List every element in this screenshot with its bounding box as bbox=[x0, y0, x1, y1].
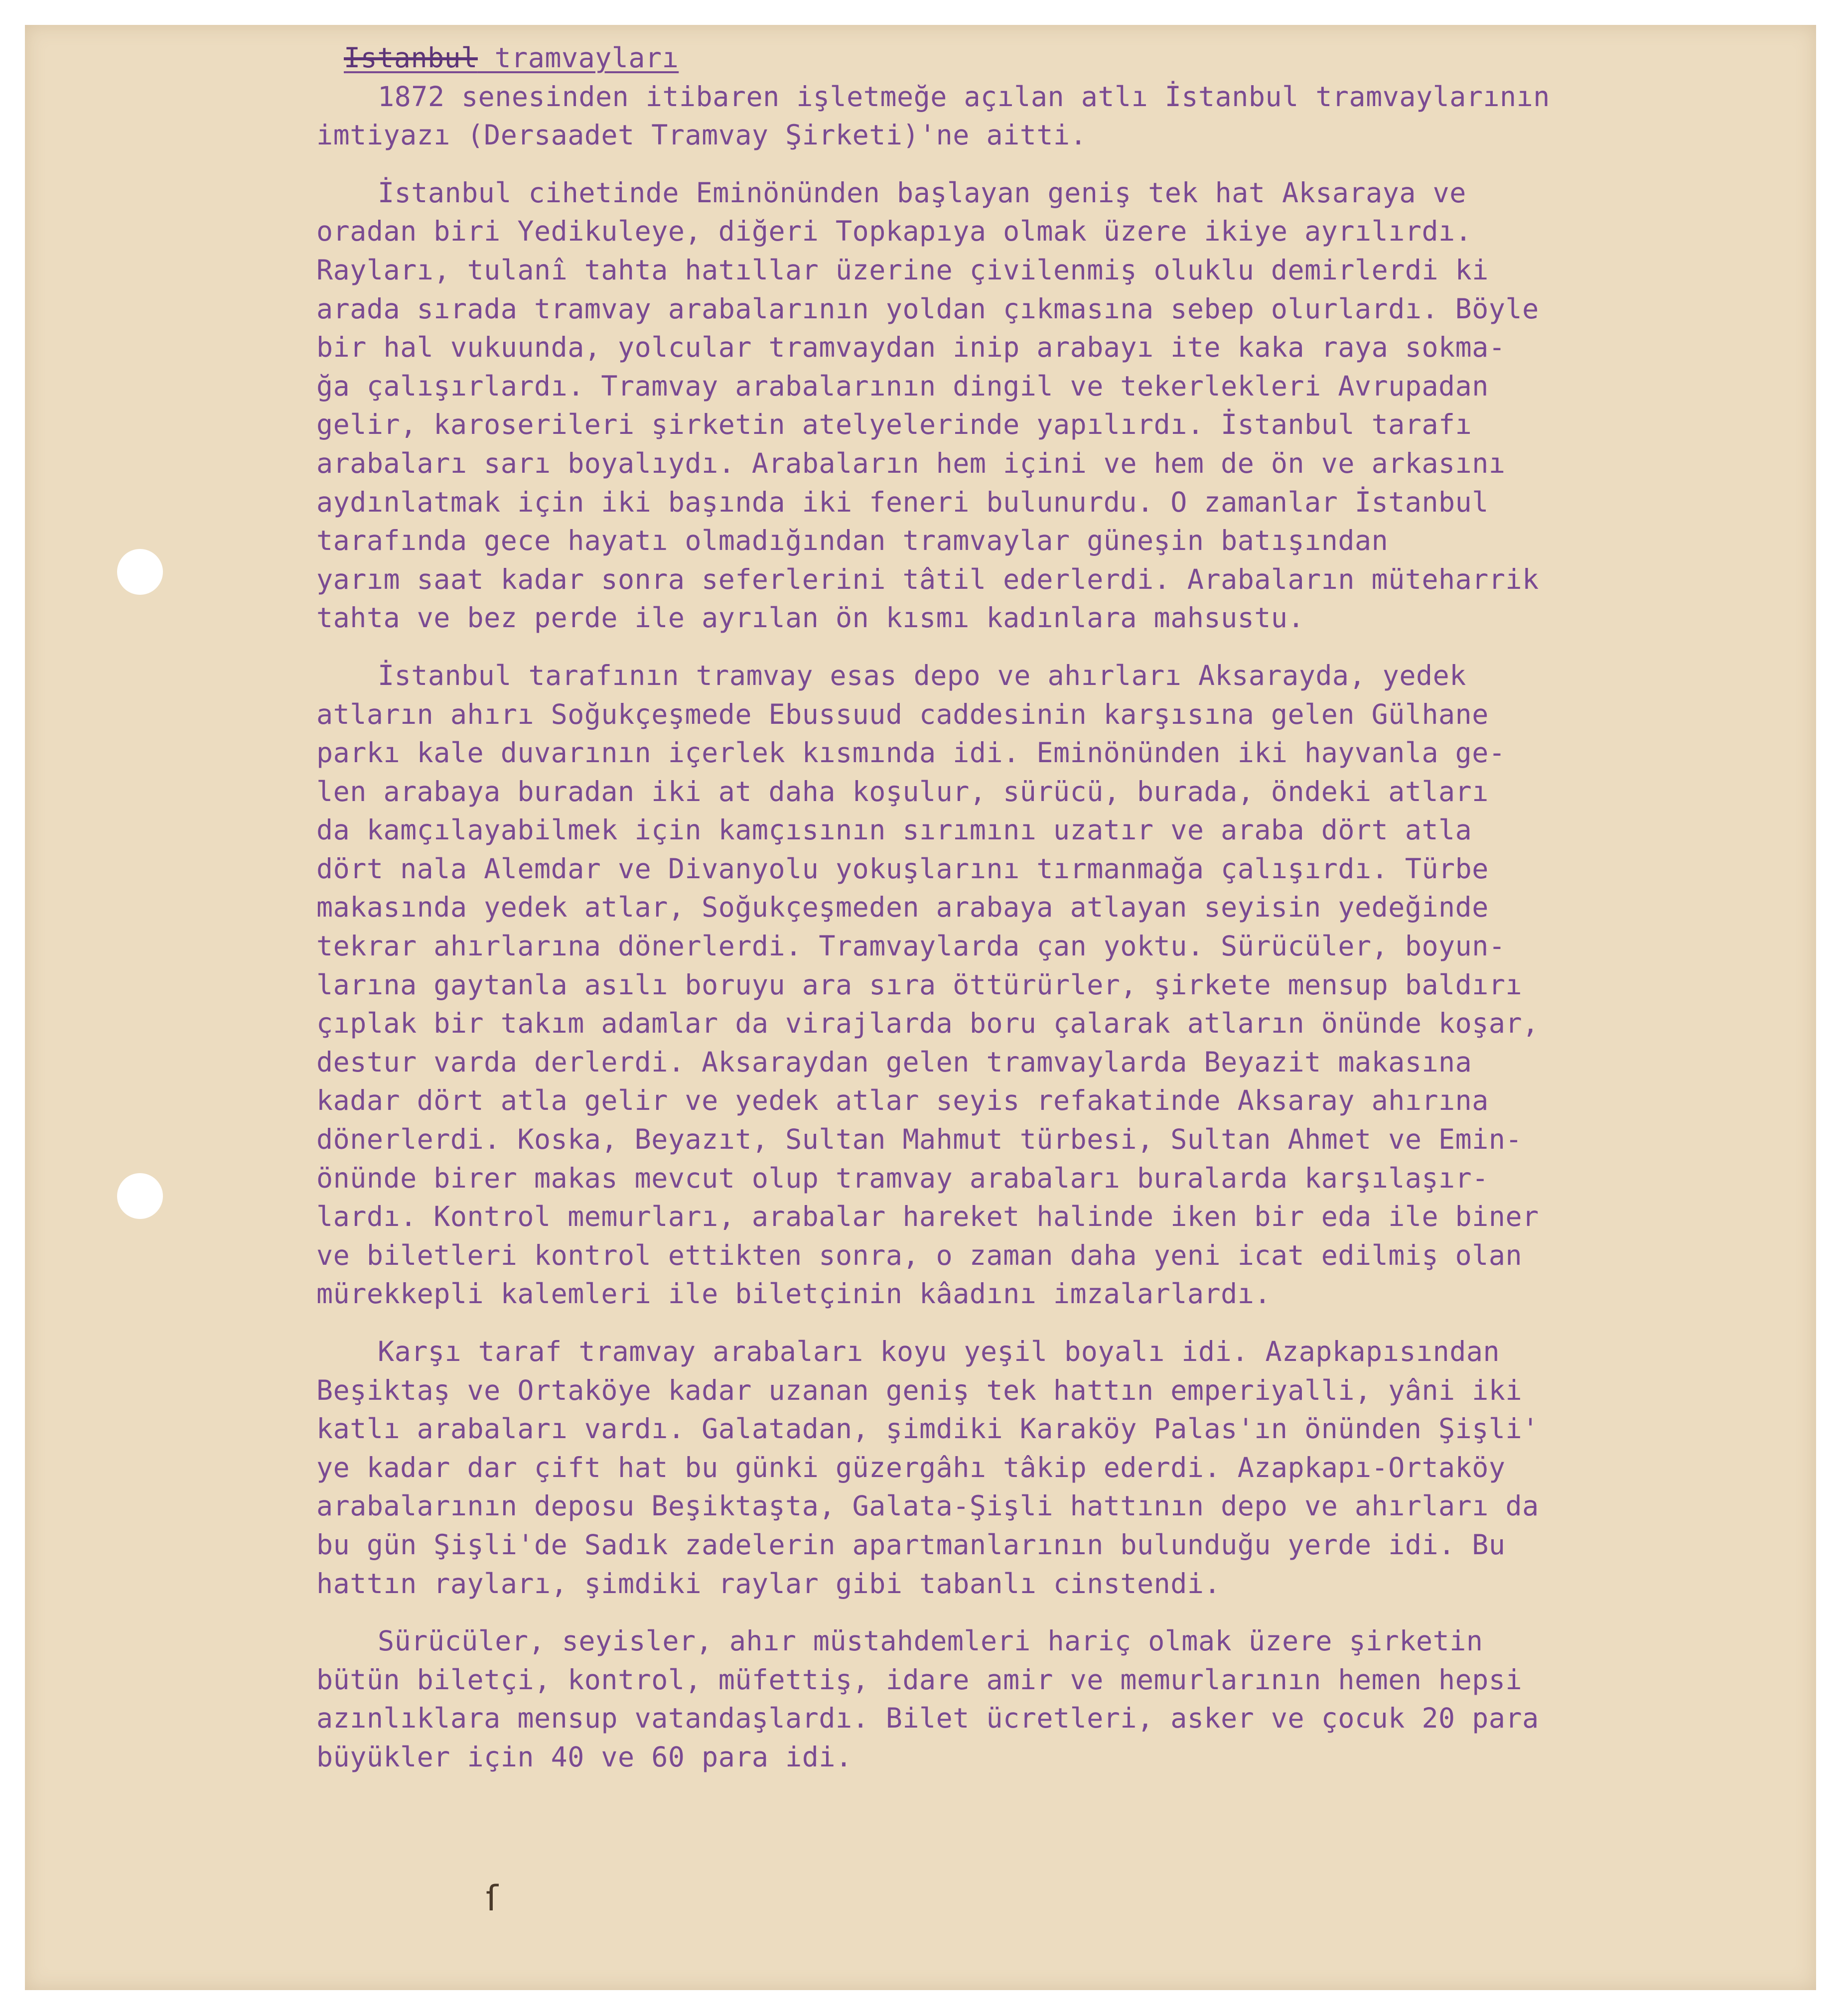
paragraph-3: İstanbul tarafının tramvay esas depo ve ahırları Aksarayda, yedek atların ahırı Soğukçeşmede Ebussuud caddesinin karşısına gelen Gülhane parkı kale duvarının içerlek kısmında idi. Eminönünden iki hayvanla ge- len arabaya buradan iki at daha koşulur, sürücü, burada, öndeki atları da kamçılayabilmek için kamçısının sırımını uzatır ve araba dört atla dört nala Alemdar ve Divanyolu yokuşlarını tırmanmağa çalışırdı. Türbe makasında yedek atlar, Soğukçeşmeden arabaya atlayan seyisin yedeğinde tekrar ahırlarına dönerlerdi. Tramvaylarda çan yoktu. Sürücüler, boyun- larına gaytanla asılı boruyu ara sıra öttürürler, şirkete mensup baldırı çıplak bir takım adamlar da virajlarda boru çalarak atların önünde koşar, destur varda derlerdi. Aksaraydan gelen tramvaylarda Beyazit makasına kadar dört atla gelir ve yedek atlar seyis refakatinde Aksaray ahırına dönerlerdi. Koska, Beyazıt, Sultan Mahmut türbesi, Sultan Ahmet ve Emin- önünde birer makas mevcut olup tramvay arabaları buralarda karşılaşır- lardı. Kontrol memurları, arabalar hareket halinde iken bir eda ile biner ve biletleri kontrol ettikten sonra, o zaman daha yeni icat edilmiş olan mürekkepli kalemleri ile biletçinin kâadını imzalarlardı. bbox=[316, 659, 1539, 1310]
paragraph-5: Sürücüler, seyisler, ahır müstahdemleri hariç olmak üzere şirketin bütün biletçi, kontrol, müfettiş, idare amir ve memurlarının hemen hepsi azınlıklara mensup vatandaşlardı. Bilet ücretleri, asker ve çocuk 20 para büyükler için 40 ve 60 para idi. bbox=[316, 1625, 1539, 1773]
punch-hole bbox=[117, 549, 163, 595]
pencil-mark: ſ bbox=[486, 1878, 498, 1919]
paragraph-4: Karşı taraf tramvay arabaları koyu yeşil boyalı idi. Azapkapısından Beşiktaş ve Ortaköye kadar uzanan geniş tek hattın emperiyalli, yâni iki katlı arabaları vardı. Galatadan, şimdiki Karaköy Palas'ın önünden Şişli' ye kadar dar çift hat bu günki güzergâhı tâkip ederdi. Azapkapı-Ortaköy arabalarının deposu Beşiktaşta, Galata-Şişli hattının depo ve ahırları da bu gün Şişli'de Sadık zadelerin apartmanlarının bulunduğu yerde idi. Bu hattın rayları, şimdiki raylar gibi tabanlı cinstendi. bbox=[316, 1336, 1539, 1600]
paragraph-1: 1872 senesinden itibaren işletmeğe açılan atlı İstanbul tramvaylarının imtiyazı (Dersaadet Tramvay Şirketi)'ne aitti. bbox=[316, 80, 1550, 151]
punch-hole bbox=[117, 1173, 163, 1219]
paragraph-2: İstanbul cihetinde Eminönünden başlayan geniş tek hat Aksaraya ve oradan biri Yedikuleye, diğeri Topkapıya olmak üzere ikiye ayrılırdı. Rayları, tulanî tahta hatıllar üzerine çivilenmiş oluklu demirlerdi ki arada sırada tramvay arabalarının yoldan çıkmasına sebep olurlardı. Böyle bir hal vukuunda, yolcular tramvaydan inip arabayı ite kaka raya sokma- ğa çalışırlardı. Tramvay arabalarının dingil ve tekerlekleri Avrupadan gelir, karoserileri şirketin atelyelerinde yapılırdı. İstanbul tarafı arabaları sarı boyalıydı. Arabaların hem içini ve hem de ön ve arkasını aydınlatmak için iki başında iki feneri bulunurdu. O zamanlar İstanbul tarafında gece hayatı olmadığından tramvaylar güneşin batışından yarım saat kadar sonra seferlerini tâtil ederlerdi. Arabaların müteharrik tahta ve bez perde ile ayrılan ön kısmı kadınlara mahsustu. bbox=[316, 176, 1539, 634]
title-text: tramvayları bbox=[477, 42, 679, 74]
title-struck-word: Istanbul bbox=[344, 42, 478, 74]
page-title bbox=[344, 39, 1786, 78]
typed-text-block bbox=[316, 39, 1786, 1796]
